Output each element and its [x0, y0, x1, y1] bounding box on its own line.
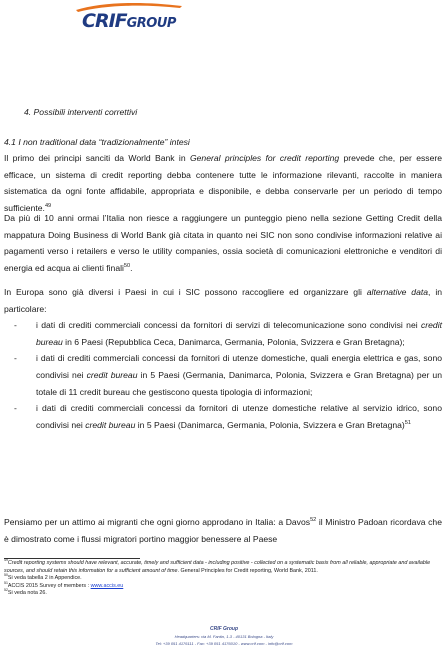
footnote-ref-49[interactable]: 49 [44, 202, 52, 209]
logo-wordmark: CRIFGROUP [82, 10, 176, 32]
crif-logo [72, 2, 200, 32]
footnote-52: $^{52}$Si veda nota 26. [4, 588, 47, 597]
footer-logo: CRIF Group [209, 626, 239, 632]
subsection-title: 4.1 I non traditional data “tradizionalmente” intesi [4, 137, 190, 147]
list-item: - i dati di crediti commerciali concessi da fornitori di utenze domestiche, quali energia elettrica e gas, sono condivisi nei credit bureau in 5 Paesi (Germania, Danimarca, Polonia, Svizzera e Gran Bretagna) per un totale di 11 credit bureau che gestiscono questa tipologia di informazioni; [14, 353, 442, 397]
footnote-ref-51[interactable]: 51 [404, 419, 411, 426]
paragraph-europe [4, 284, 442, 433]
footnotes [4, 560, 436, 598]
footnote-49: $^{49}$Credit reporting systems should have relevant, accurate, timely and sufficient data - including positive - collected on a systematic basis from all reliable, appropriate and available sources, and should retain this information for a sufficient amount of time. General Principles for Credit reporting, World Bank, 2011. [4, 558, 431, 574]
paragraph-europe-intro: In Europa sono già diversi i Paesi in cui i SIC possono raccogliere ed organizzare gli alternative data, in particolare: [4, 287, 443, 314]
alternative-data-list [4, 317, 442, 433]
paragraph-doing-business: Da più di 10 anni ormai l’Italia non riesce a raggiungere un punteggio pieno nella sezione Getting Credit della mappatura Doing Business di World Bank già citata in quanto nei SIC non sono condivise informazioni relative ai pagamenti verso i retailers e verso le utility companies, ossia società di comunicazioni elettroniche e venditori di energia ed acqua ai clienti finali$^{50}$. [4, 213, 442, 273]
footnote-ref-52[interactable]: 52 [310, 517, 317, 524]
paragraph-migrants: Pensiamo per un attimo ai migranti che ogni giorno approdano in Italia: a Davos$^{52}$ il Ministro Padoan ricordava che è dimostrato come i flussi migratori portino maggior benessere al Paese [4, 517, 442, 544]
footnote-separator [4, 558, 140, 559]
footer-contacts: Tel: +39 051 4176111 - Fax: +39 051 4176010 - www.crif.com - info@crif.com [155, 641, 293, 646]
footer-address: Headquarters: via M. Fantin, 1-3 - 40131 Bologna - Italy [174, 634, 274, 639]
footnote-ref-50[interactable]: 50 [123, 262, 131, 269]
accis-link[interactable]: www.accis.eu [90, 582, 124, 589]
footnote-51: $^{51}$ACCIS 2015 Survey of members : www.accis.eu [4, 580, 124, 589]
list-item: - i dati di crediti commerciali concessi da fornitori di servizi di telecomunicazione sono condivisi nei credit bureau in 6 Paesi (Repubblica Ceca, Danimarca, Germania, Polonia, Svizzera e Gran Bretagna); [14, 320, 442, 347]
paragraph-world-bank: Il primo dei principi sanciti da World Bank in General principles for credit reporting prevede che, per essere efficace, un sistema di credit reporting debba contenere tutte le informazione rilevanti, raccolte in maniera sistematica da ogni fonte affidabile, appropriata e disponibile, e debba conservarle per un periodo di tempo sufficiente.$^{49}$ [4, 153, 442, 213]
page-footer [0, 626, 448, 647]
section-title: 4. Possibili interventi correttivi [24, 107, 138, 117]
footnote-50: $^{50}$Si veda tabella 2 in Appendice. [4, 573, 82, 582]
list-item: - i dati di crediti commerciali concessi da fornitori di utenze domestiche relative al servizio idrico, sono condivisi nei credit bureau in 5 Paesi (Danimarca, Germania, Polonia, Svizzera e Gran Bretagna)$^{51}$ [14, 403, 442, 430]
